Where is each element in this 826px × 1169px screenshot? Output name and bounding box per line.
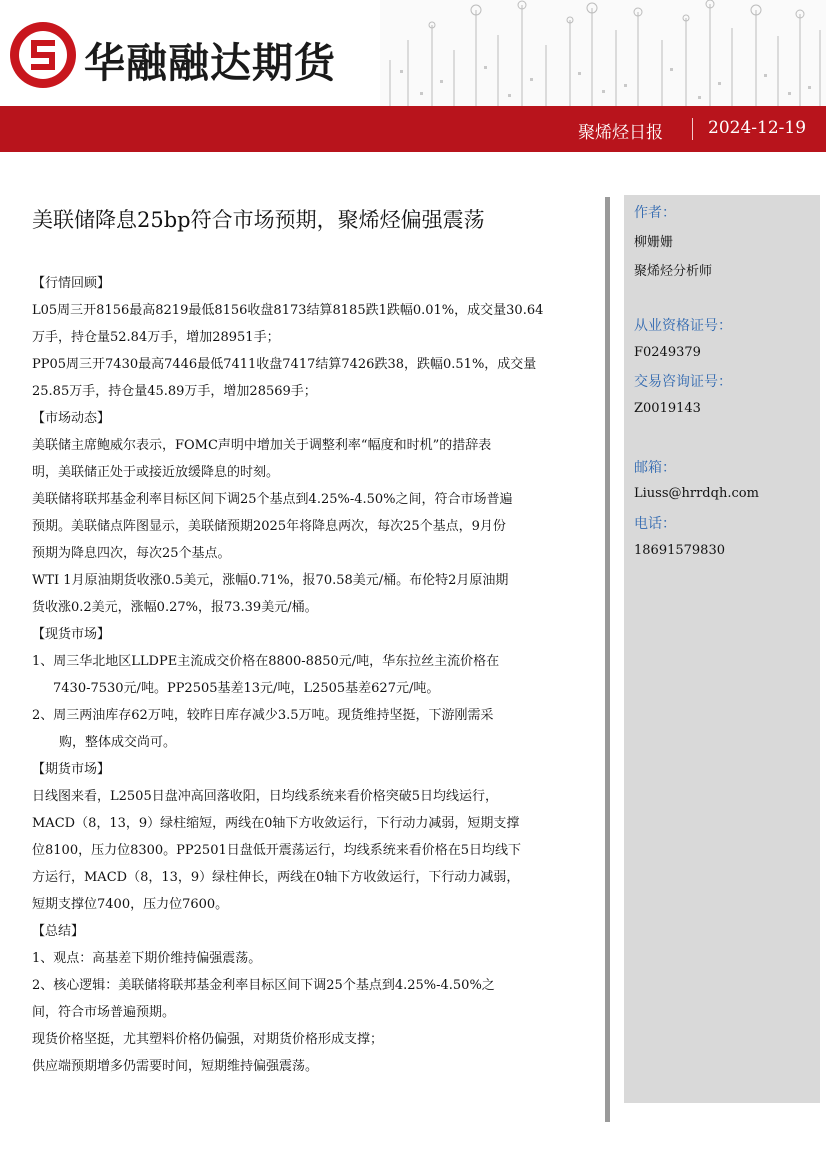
- body-line: 明，美联储正处于或接近放缓降息的时刻。: [32, 465, 280, 480]
- company-logo: [10, 22, 76, 88]
- section-heading-market-review: 【行情回顾】: [32, 276, 111, 291]
- section-heading-summary: 【总结】: [32, 924, 85, 939]
- consulting-label: 交易咨询证号：: [634, 374, 732, 390]
- author-name: 柳姗姗: [634, 235, 674, 250]
- report-body: [32, 270, 604, 1080]
- body-line: 万手，持仓量52.84万手，增加28951手；: [32, 330, 280, 345]
- body-line: 1、观点：高基差下期价维持偏强震荡。: [32, 951, 262, 966]
- body-line: MACD（8，13，9）绿柱缩短，两线在0轴下方收敛运行，下行动力减弱，短期支撑: [32, 816, 520, 831]
- body-line: 2、核心逻辑：美联储将联邦基金利率目标区间下调25个基点到4.25%-4.50%之: [32, 978, 495, 993]
- company-name: 华融融达期货: [84, 39, 336, 87]
- qualification-number: F0249379: [634, 345, 701, 360]
- banner-separator: [692, 118, 693, 140]
- body-line: 预期。美联储点阵图显示，美联储预期2025年将降息两次，每次25个基点，9月份: [32, 519, 506, 534]
- body-line: 位8100，压力位8300。PP2501日盘低开震荡运行，均线系统来看价格在5日均线下: [32, 843, 522, 858]
- report-title: 美联储降息25bp符合市场预期，聚烯烃偏强震荡: [32, 208, 485, 232]
- body-line: 预期为降息四次，每次25个基点。: [32, 546, 231, 561]
- body-line: PP05周三开7430最高7446最低7411收盘7417结算7426跌38，跌幅0.51%，成交量: [32, 357, 537, 372]
- body-line: 美联储将联邦基金利率目标区间下调25个基点到4.25%-4.50%之间，符合市场普遍: [32, 492, 513, 507]
- author-label: 作者：: [634, 205, 676, 221]
- list-item-continuation: 7430-7530元/吨。PP2505基差13元/吨，L2505基差627元/吨。: [53, 681, 440, 696]
- report-name: 聚烯烃日报: [578, 123, 663, 143]
- phone-number: 18691579830: [634, 543, 725, 558]
- report-date: 2024-12-19: [708, 118, 807, 138]
- header-decoration: [380, 0, 826, 106]
- qualification-label: 从业资格证号：: [634, 318, 732, 334]
- email-label: 邮箱：: [634, 460, 676, 476]
- body-line: L05周三开8156最高8219最低8156收盘8173结算8185跌1跌幅0.01%，成交量30.64: [32, 303, 544, 318]
- consulting-number: Z0019143: [634, 401, 701, 416]
- phone-label: 电话：: [634, 516, 676, 532]
- body-line: 货收涨0.2美元，涨幅0.27%，报73.39美元/桶。: [32, 600, 318, 615]
- section-heading-market-news: 【市场动态】: [32, 411, 111, 426]
- body-line: 间，符合市场普遍预期。: [32, 1005, 176, 1020]
- body-line: 25.85万手，持仓量45.89万手，增加28569手；: [32, 384, 317, 399]
- body-line: 方运行，MACD（8，13，9）绿柱伸长，两线在0轴下方收敛运行，下行动力减弱，: [32, 870, 520, 885]
- body-line: 日线图来看，L2505日盘冲高回落收阳，日均线系统来看价格突破5日均线运行，: [32, 789, 498, 804]
- list-item: 1、周三华北地区LLDPE主流成交价格在8800-8850元/吨，华东拉丝主流价格在: [32, 654, 500, 669]
- section-heading-futures-market: 【期货市场】: [32, 762, 111, 777]
- body-line: 美联储主席鲍威尔表示，FOMC声明中增加关于调整利率“幅度和时机”的措辞表: [32, 438, 492, 453]
- list-item-continuation: 购，整体成交尚可。: [59, 735, 177, 750]
- column-divider: [605, 197, 610, 1122]
- report-banner: [0, 106, 826, 152]
- author-sidebar: [624, 195, 820, 1103]
- body-line: 供应端预期增多仍需要时间，短期维持偏强震荡。: [32, 1059, 319, 1074]
- body-line: WTI 1月原油期货收涨0.5美元，涨幅0.71%，报70.58美元/桶。布伦特2月原油期: [32, 573, 509, 588]
- body-line: 现货价格坚挺，尤其塑料价格仍偏强，对期货价格形成支撑；: [32, 1032, 384, 1047]
- author-title: 聚烯烃分析师: [634, 264, 713, 279]
- section-heading-spot-market: 【现货市场】: [32, 627, 111, 642]
- list-item: 2、周三两油库存62万吨，较昨日库存减少3.5万吨。现货维持坚挺，下游刚需采: [32, 708, 494, 723]
- email-address[interactable]: Liuss@hrrdqh.com: [634, 486, 759, 501]
- body-line: 短期支撑位7400，压力位7600。: [32, 897, 229, 912]
